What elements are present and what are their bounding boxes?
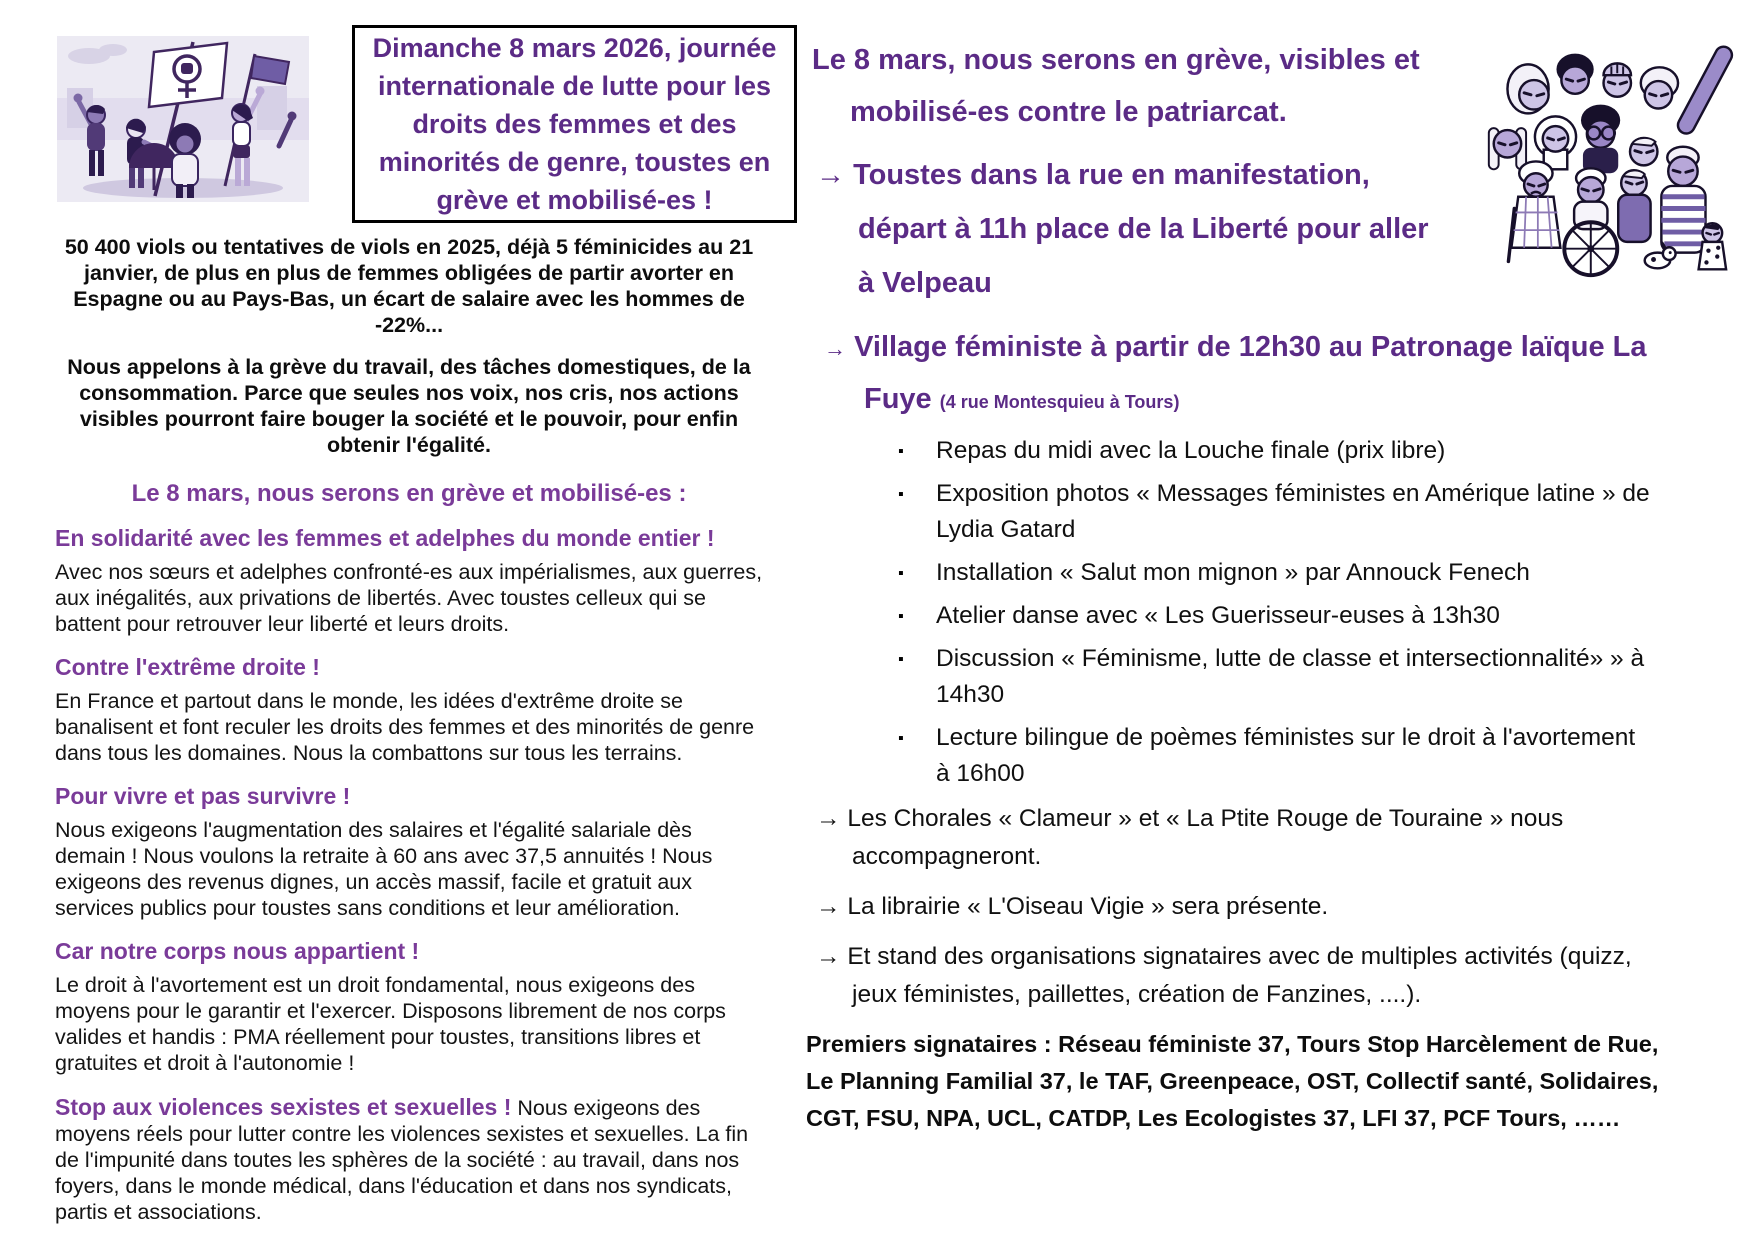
- bullet-icon: ▪: [898, 608, 904, 625]
- section-heading-solidarity: En solidarité avec les femmes et adelphes du monde entier !: [55, 525, 715, 551]
- arrow-item-stands-text: Et stand des organisations signataires avec de multiples activités (quizz, jeux féministes, paillettes, création de Fanzines, ....).: [847, 943, 1632, 1008]
- arrow-icon: →: [816, 943, 841, 970]
- bullet-icon: ▪: [898, 651, 904, 668]
- arrow-item-librairie-text: La librairie « L'Oiseau Vigie » sera présente.: [847, 893, 1329, 920]
- list-item: [898, 720, 1650, 792]
- section-body-far-right: En France et partout dans le monde, les idées d'extrême droite se banalisent et font reculer les droits des femmes et des minorités de genre dans tous les domaines. Nous la combattons sur tous les terrains.: [55, 689, 755, 765]
- section-heading-far-right: Contre l'extrême droite !: [55, 654, 320, 680]
- village-address-note: (4 rue Montesquieu à Tours): [939, 392, 1180, 412]
- left-section-title: Le 8 mars, nous serons en grève et mobilisé-es :: [131, 480, 687, 507]
- section-body-body-autonomy: Le droit à l'avortement est un droit fondamental, nous exigeons des moyens pour le garantir et l'exercer. Disposons librement de nos corps valides et handis : PMA réellement pour toustes, transitions libres et gratuites et droit à l'autonomie !: [55, 973, 726, 1075]
- arrow-item-village-text: Village féministe à partir de 12h30 au Patronage laïque La Fuye: [854, 331, 1647, 415]
- list-item-text: Lecture bilingue de poèmes féministes sur le droit à l'avortement à 16h00: [936, 724, 1636, 787]
- list-item-text: Discussion « Féminisme, lutte de classe et intersectionnalité» » à 14h30: [936, 645, 1645, 708]
- bullet-icon: ▪: [898, 486, 904, 503]
- list-item: [898, 476, 1650, 548]
- list-item-text: Atelier danse avec « Les Guerisseur-euses à 13h30: [936, 602, 1500, 629]
- arrow-icon: →: [816, 893, 841, 920]
- title-box: [352, 25, 797, 223]
- arrow-item-stands: [802, 938, 1672, 1014]
- section-stop-violences: [55, 1094, 763, 1225]
- intro-statistics: 50 400 viols ou tentatives de viols en 2025, déjà 5 féminicides au 21 janvier, de plus en plus de femmes obligées de partir avorter en Espagne ou au Pays-Bas, un écart de salaire avec les hommes de -22%...: [64, 235, 754, 337]
- right-column: [802, 34, 1750, 1137]
- stop-violences-body: Nous exigeons des moyens réels pour lutter contre les violences sexistes et sexuelles. La fin de l'impunité dans toutes les sphères de la société : au travail, dans nos foyers, dans le monde médical, dans l'éducation et dans nos syndicats, partis et associations.: [55, 1096, 749, 1224]
- section-heading-body-autonomy: Car notre corps nous appartient !: [55, 938, 420, 964]
- arrow-icon: →: [816, 805, 841, 832]
- list-item-text: Repas du midi avec la Louche finale (prix libre): [936, 437, 1446, 464]
- intro-call-to-strike: Nous appelons à la grève du travail, des tâches domestiques, de la consommation. Parce que seules nos voix, nos cris, nos actions visibles pourront faire bouger la société et le pouvoir, pour enfin obtenir l'égalité.: [67, 355, 751, 457]
- list-item: [898, 433, 1650, 469]
- diverse-group-illustration: [1464, 34, 1746, 284]
- section-heading-living: Pour vivre et pas survivre !: [55, 783, 351, 809]
- arrow-item-chorales-text: Les Chorales « Clameur » et « La Ptite Rouge de Touraine » nous accompagneront.: [847, 805, 1564, 870]
- arrow-item-demonstration-text: Toustes dans la rue en manifestation, départ à 11h place de la Liberté pour aller à Velpeau: [853, 159, 1429, 299]
- village-program-list: [898, 433, 1650, 792]
- arrow-icon: →: [824, 336, 846, 361]
- list-item-text: Installation « Salut mon mignon » par Annouck Fenech: [936, 559, 1530, 586]
- list-item: [898, 598, 1650, 634]
- bullet-icon: ▪: [898, 730, 904, 747]
- stop-violences-heading: Stop aux violences sexistes et sexuelles !: [55, 1094, 512, 1120]
- protest-march-illustration: [57, 36, 309, 202]
- arrow-item-librairie: [802, 888, 1672, 926]
- section-body-solidarity: Avec nos sœurs et adelphes confronté-es aux impérialismes, aux guerres, aux inégalités, aux privations de libertés. Avec toustes celleux qui se battent pour retrouver leur liberté et leurs droits.: [55, 560, 763, 636]
- list-item: [898, 555, 1650, 591]
- section-body-living: Nous exigeons l'augmentation des salaires et l'égalité salariale dès demain ! Nous voulons la retraite à 60 ans avec 37,5 annuités ! Nous exigeons des revenus dignes, un accès massif, facile et gratuit aux services publics pour toustes sans conditions et leur amélioration.: [55, 818, 713, 920]
- arrow-item-village: [802, 322, 1714, 427]
- bullet-icon: ▪: [898, 565, 904, 582]
- signatories-paragraph: Premiers signataires : Réseau féministe 37, Tours Stop Harcèlement de Rue, Le Planning Familial 37, le TAF, Greenpeace, OST, Collectif santé, Solidaires, CGT, FSU, NPA, UCL, CATDP, Les Ecologistes 37, LFI 37, PCF Tours, ……: [806, 1031, 1659, 1131]
- list-item-text: Exposition photos « Messages féministes en Amérique latine » de Lydia Gatard: [936, 480, 1650, 543]
- right-heading: Le 8 mars, nous serons en grève, visibles et mobilisé-es contre le patriarcat.: [812, 44, 1420, 128]
- title-box-text: Dimanche 8 mars 2026, journée internationale de lutte pour les droits des femmes et des minorités de genre, toustes en grève et mobilisé-es !: [372, 33, 777, 215]
- arrow-icon: →: [816, 159, 845, 191]
- left-column: [55, 234, 763, 1225]
- list-item: [898, 641, 1650, 713]
- arrow-item-chorales: [802, 800, 1672, 876]
- bullet-icon: ▪: [898, 443, 904, 460]
